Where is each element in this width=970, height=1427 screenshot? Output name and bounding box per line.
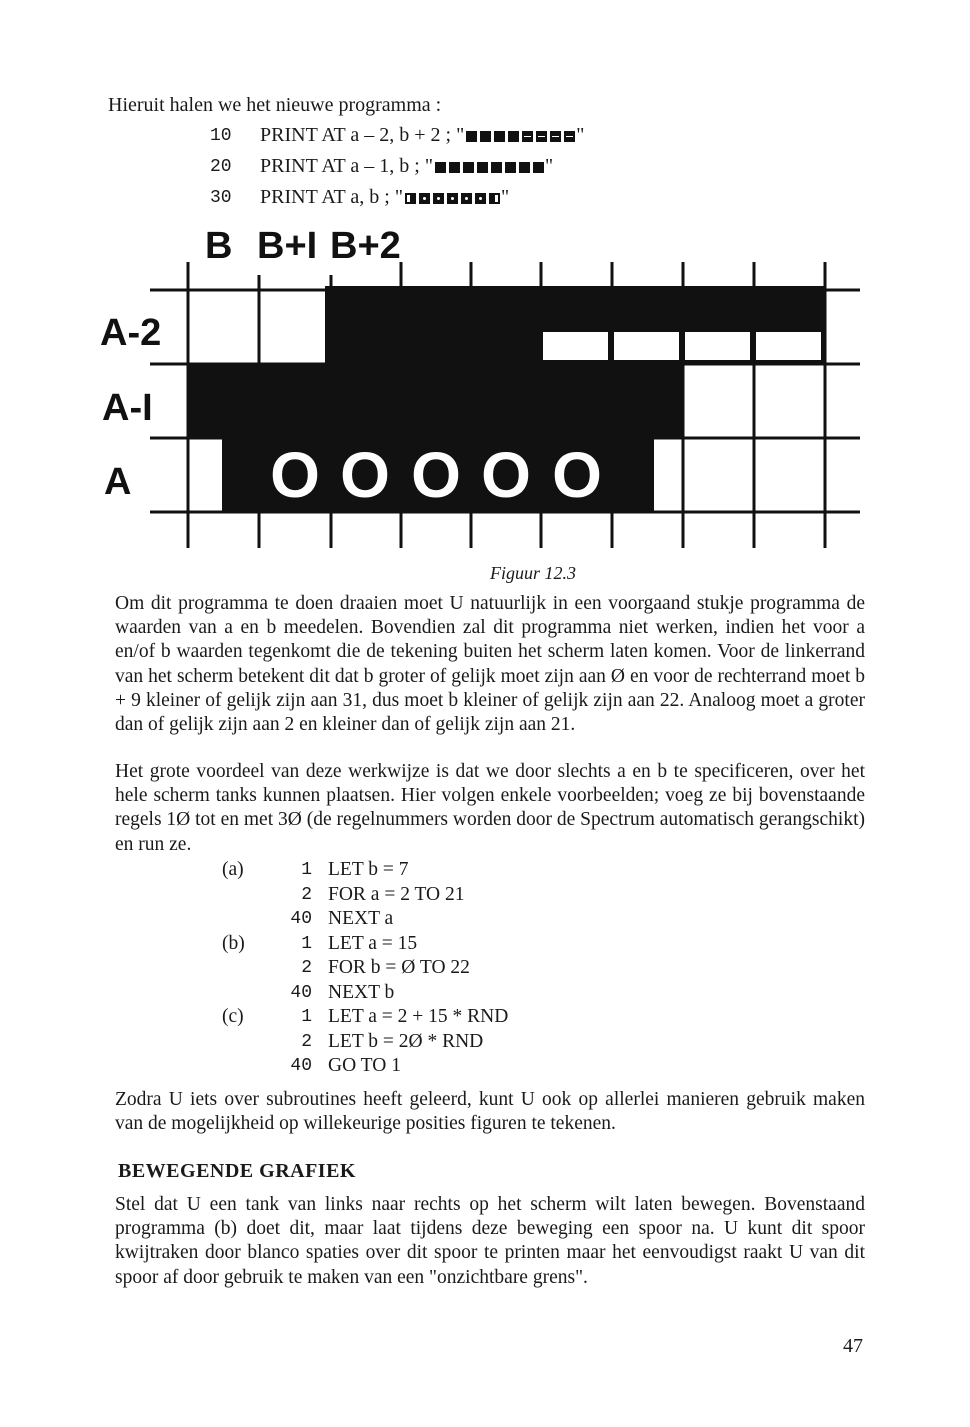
line-code: NEXT a bbox=[328, 908, 394, 930]
example-line bbox=[222, 981, 508, 1006]
wheel: O bbox=[552, 439, 602, 511]
line-end: " bbox=[576, 124, 585, 146]
paragraph: Stel dat U een tank van links naar rechts op het scherm wilt laten bewegen. Bovenstaand programma (b) doet dit, maar laat tijdens deze beweging een spoor na. U kunt dit spoor kwijtraken door blanco spaties over dit spoor te printen maar het eenvoudigst raakt U van dit spoor af door gebruik te maken van een "onzichtbare grens". bbox=[115, 1194, 865, 1288]
col-label-b-plus-2: B+2 bbox=[330, 225, 401, 267]
paragraph: Om dit programma te doen draaien moet U natuurlijk in een voorgaand stukje programma de waarden van a en b meedelen. Bovendien zal dit programma niet werken, indien het voor a en/of b waarden tegenkomt die de tekening buiten het scherm laten komen. Voor de linkerrand van het scherm betekent dit dat b groter of gelijk moet zijn aan Ø en voor de rechterrand moet b + 9 kleiner of gelijk zijn aan 31, dus moet b kleiner of gelijk zijn aan 22. Analoog moet a groter dan of gelijk zijn aan 2 en kleiner dan of gelijk zijn aan 21. bbox=[115, 593, 865, 736]
line-code: PRINT AT a, b ; " bbox=[260, 186, 403, 208]
line-code: NEXT b bbox=[328, 981, 395, 1003]
line-end: " bbox=[545, 155, 554, 177]
col-label-b-plus-1: B+I bbox=[257, 225, 318, 267]
line-number: 2 bbox=[301, 884, 312, 905]
col-label-b: B bbox=[205, 225, 233, 267]
line-number: 40 bbox=[290, 909, 312, 930]
example-line bbox=[222, 932, 508, 957]
line-number: 30 bbox=[210, 187, 232, 208]
intro-text: Hieruit halen we het nieuwe programma : bbox=[108, 94, 442, 116]
line-code: FOR a = 2 TO 21 bbox=[328, 883, 465, 905]
line-number: 1 bbox=[301, 933, 312, 954]
section-heading: BEWEGENDE GRAFIEK bbox=[118, 1160, 356, 1182]
line-number: 2 bbox=[301, 1031, 312, 1052]
figure-caption: Figuur 12.3 bbox=[490, 563, 577, 583]
line-number: 2 bbox=[301, 958, 312, 979]
line-code: FOR b = Ø TO 22 bbox=[328, 957, 470, 979]
row-label-a: A bbox=[104, 461, 132, 503]
line-code: PRINT AT a – 1, b ; " bbox=[260, 155, 433, 177]
line-code: LET b = 2Ø * RND bbox=[328, 1030, 484, 1052]
wheel: O bbox=[340, 439, 390, 511]
line-end: " bbox=[501, 186, 510, 208]
paragraph: Het grote voordeel van deze werkwijze is dat we door slechts a en b te specificeren, over het hele scherm tanks kunnen plaatsen. Hier volgen enkele voorbeelden; voeg ze bij bovenstaande regels 1Ø tot en met 3Ø (de regelnummers worden door de Spectrum automatisch gerangschikt) en run ze. bbox=[115, 761, 865, 855]
example-label: (b) bbox=[222, 932, 245, 954]
example-line bbox=[222, 1005, 508, 1030]
example-line bbox=[222, 956, 508, 981]
line-number: 40 bbox=[290, 982, 312, 1003]
page-number: 47 bbox=[843, 1335, 863, 1357]
example-line bbox=[222, 907, 508, 932]
example-label: (a) bbox=[222, 859, 244, 881]
wheel: O bbox=[270, 439, 320, 511]
line-code: GO TO 1 bbox=[328, 1055, 401, 1077]
row-label-a-1: A-I bbox=[102, 387, 153, 429]
wheel: O bbox=[411, 439, 461, 511]
row-label-a-2: A-2 bbox=[100, 312, 162, 354]
paragraph: Zodra U iets over subroutines heeft geleerd, kunt U ook op allerlei manieren gebruik maken van de mogelijkheid op willekeurige posities figuren te tekenen. bbox=[115, 1089, 865, 1135]
example-line bbox=[222, 1054, 508, 1079]
line-code: PRINT AT a – 2, b + 2 ; " bbox=[260, 124, 465, 146]
line-code: LET b = 7 bbox=[328, 859, 409, 881]
example-line bbox=[222, 858, 508, 883]
line-number: 20 bbox=[210, 156, 232, 177]
example-line bbox=[222, 883, 508, 908]
line-code: LET a = 15 bbox=[328, 932, 418, 954]
examples-listing bbox=[222, 858, 508, 1079]
example-label: (c) bbox=[222, 1006, 244, 1028]
line-number: 1 bbox=[301, 860, 312, 881]
line-number: 10 bbox=[210, 125, 232, 146]
wheel: O bbox=[481, 439, 531, 511]
tank-grid-figure bbox=[0, 0, 970, 600]
line-number: 1 bbox=[301, 1007, 312, 1028]
line-number: 40 bbox=[290, 1056, 312, 1077]
line-code: LET a = 2 + 15 * RND bbox=[328, 1006, 509, 1028]
example-line bbox=[222, 1030, 508, 1055]
